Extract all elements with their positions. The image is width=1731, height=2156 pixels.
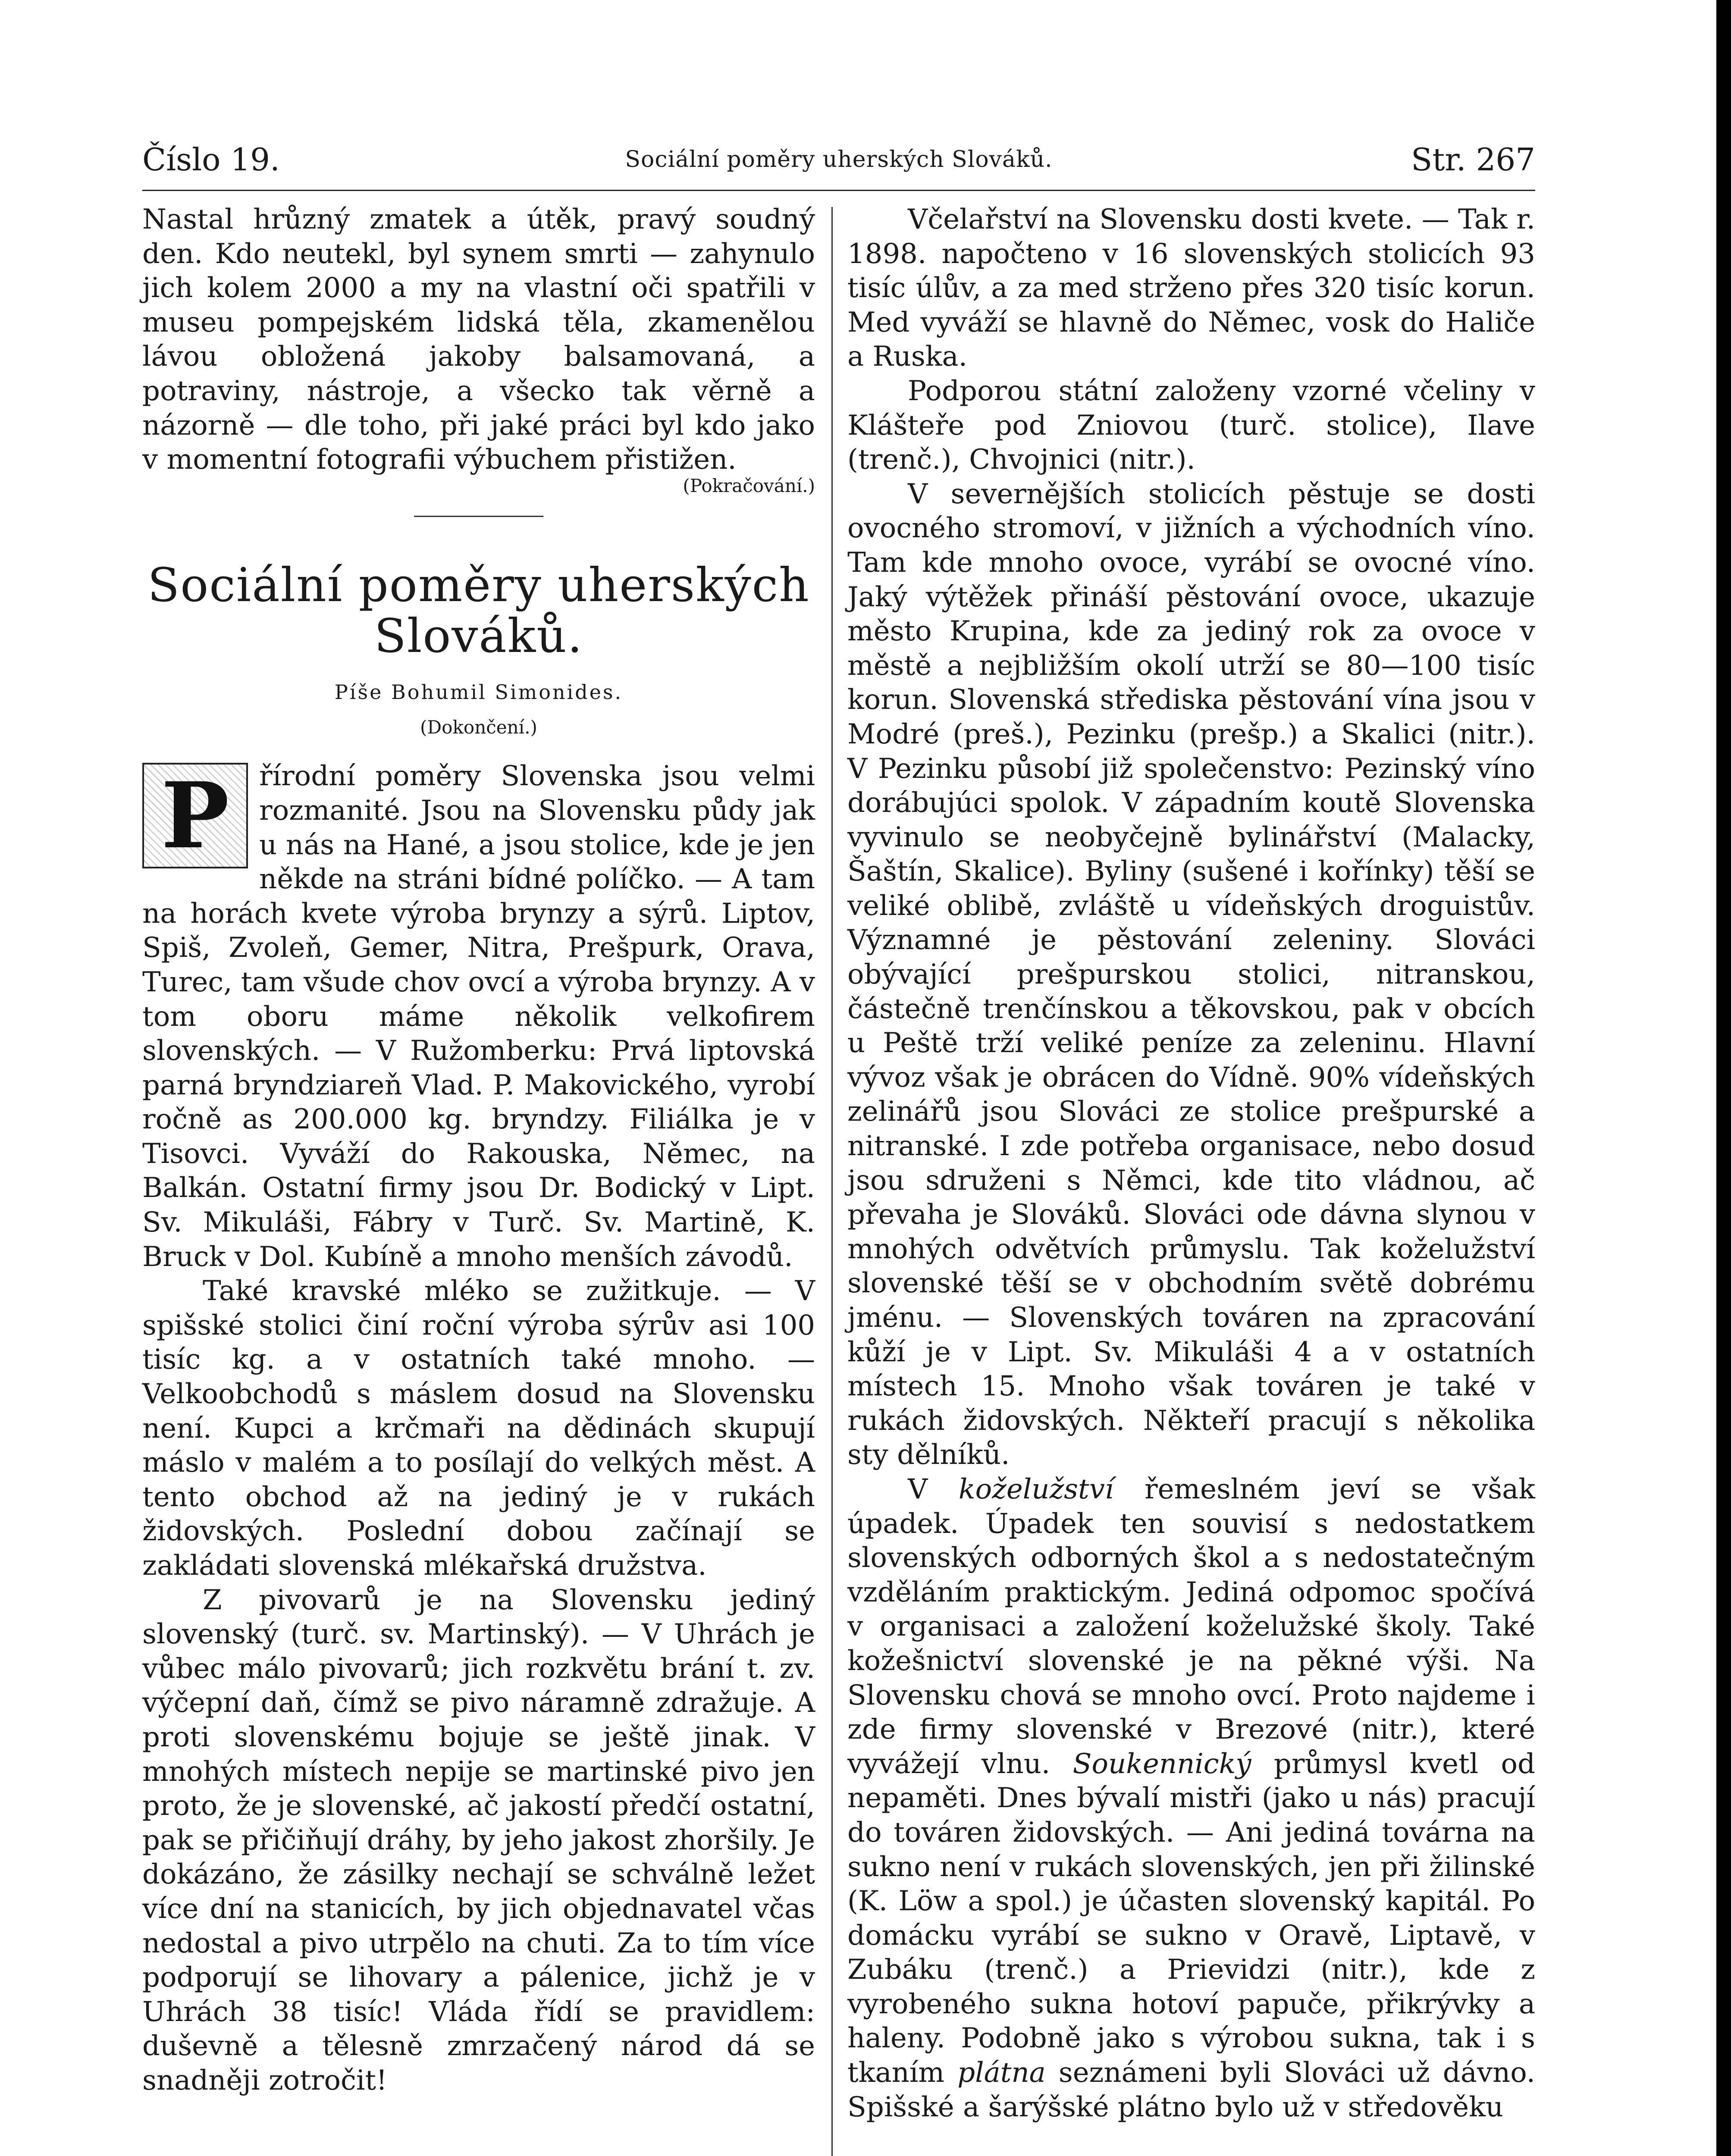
text-run: V — [908, 1473, 959, 1505]
paragraph-fruit-wine: V severnějších stolicích pěstuje se dosti ovocného stromoví, v jižních a východních víno. Tam kde mnoho ovoce, vyrábí se ovocné víno. Jaký výtěžek přináší pěstování ovoce, ukazuje město Krupina, kde za jediný rok za ovoce v městě a nejbližším okolí utrží se 80—100 tisíc korun. Slovenská střediska pěstování vína jsou v Modré (preš.), Pezinku (prešp.) a Skalici (nitr.). V Pezinku působí již společenstvo: Pezinský víno dorábujúci spolok. V západním koutě Slovenska vyvinulo se neobyčejně bylinářství (Malacky, Šaštín, Skalice). Byliny (sušené i kořínky) těší se veliké oblibě, zvláště u vídeňských droguistův. Významné je pěstování zeleniny. Slováci obývající prešpurskou stolici, nitranskou, částečně trenčínskou a těkovskou, pak v obcích u Peště trží veliké peníze za zeleninu. Hlavní vývoz však je obrácen do Vídně. 90% vídeňských zelinářů jsou Slováci ze stolice prešpurské a nitranské. I zde potřeba organisace, nebo dosud jsou sdruženi s Němci, kde tito vládnou, ač převaha je Slováků. Slováci ode dávna slynou v mnohých odvětvích průmyslu. Tak koželužství slovenské těší se v obchodním světě dobrému jménu. — Slovenských továren na zpracování kůží je v Lipt. Sv. Mikuláši 4 a v ostatních místech 15. Mnoho však továren je také v rukách židovských. Někteří pracují s několika sty dělníků. — [847, 478, 1535, 1471]
paragraph-apiaries: Podporou státní založeny vzorné včeliny v Klášteře pod Zniovou (turč. stolice), Ilave (trenč.), Chvojnici (nitr.). — [847, 375, 1535, 476]
intro-paragraph: Nastal hrůzný zmatek a útěk, pravý soudný den. Kdo neutekl, byl synem smrti — zahynulo jich kolem 2000 a my na vlastní oči spatřili v museu pompejském lidská těla, zkamenělou lávou obložená jakoby balsamovaná, a potraviny, nástroje, a všecko tak věrně a názorně — dle toho, při jaké práci byl kdo jako v momentní fotografii výbuchem přistižen. — [142, 204, 815, 476]
right-column — [847, 203, 1535, 2125]
text-run: řemeslném jeví se však úpadek. Úpadek ten souvisí s nedostatkem slovenských odborných škol a s nedostatečným vzděláním praktickým. Jediná odpomoc spočívá v organisaci a založení koželužské školy. Také kožešnictví slovenské je na pěkné výši. Na Slovensku chová se mnoho ovcí. Proto najdeme i zde firmy slovenské v Brezové (nitr.), které vyvážejí vlnu. — [847, 1473, 1536, 1780]
issue-number: Číslo 19. — [142, 141, 280, 178]
text-run: průmysl kvetl od nepaměti. Dnes bývalí mistři (jako u nás) pracují do továren židovských. — Ani jediná továrna na sukno není v rukách slovenských, jen při žilinské (K. Löw a spol.) je účasten slovenský kapitál. Po domácku vyrábí se sukno v Oravě, Liptavě, v Zubáku (trenč.) a Prievidzi (nitr.), kde z vyrobeného sukna hotoví papuče, přikrývky a haleny. Podobně jako s výrobou sukna, tak i s tkaním — [847, 1748, 1536, 2089]
drop-cap: P — [142, 763, 248, 868]
paragraph-text: řírodní poměry Slovenska jsou velmi rozmanité. Jsou na Slovensku půdy jak u nás na Hané, a jsou stolice, kde je jen někde na stráni bídné políčko. — A tam na horách kvete výroba brynzy a sýrů. Liptov, Spiš, Zvoleň, Gemer, Nitra, Prešpurk, Orava, Turec, tam všude chov ovcí a výroba brynzy. A v tom oboru máme několik velkofirem slovenských. — V Ružomberku: Prvá liptovská parná bryndziareň Vlad. P. Makovického, vyrobí ročně as 200.000 kg. bryndzy. Filiálka je v Tisovci. Vyváží do Rakouska, Němec, na Balkán. Ostatní firmy jsou Dr. Bodický v Lipt. Sv. Mikuláši, Fábry v Turč. Sv. Martině, K. Bruck v Dol. Kubíně a mnoho menších závodů. — [142, 760, 815, 1273]
continuation-note: (Pokračování.) — [683, 475, 815, 496]
article-title: Sociální poměry uherských Slováků. — [147, 558, 810, 664]
text-run: seznámeni byli Slováci už dávno. Spišské a šarýšské plátno bylo už v středověku — [847, 2057, 1536, 2123]
emphasis-text: koželužství — [958, 1473, 1114, 1505]
column-divider — [831, 207, 833, 2156]
paragraph-tanning — [847, 1473, 1535, 2125]
paragraph-breweries: Z pivovarů je na Slovensku jediný slovenský (turč. sv. Martinský). — V Uhrách je vůbec málo pivovarů; jich rozkvětu brání t. zv. výčepní daň, čímž se pivo náramně zdražuje. A proti slovenskému bojuje se ještě jinak. V mnohých místech nepije se martinské pivo jen proto, že je slovenské, ač jakostí předčí ostatní, pak se přičiňují dráhy, by jeho jakost zhoršily. Je dokázáno, že zásilky nechají se schválně ležet více dní na stanicích, by jich objednavatel včas nedostal a pivo utrpělo na chuti. Za to tím více podporují se lihovary a pálenice, jichž je v Uhrách 38 tisíc! Vláda řídí se pravidlem: duševně a tělesně zmrzačený národ dá se snadněji zotročit! — [142, 1584, 815, 2096]
page-number: Str. 267 — [1411, 141, 1535, 178]
conclusion-note: (Dokončení.) — [420, 717, 537, 738]
paragraph-milk: Také kravské mléko se zužitkuje. — V spišské stolici činí roční výroba sýrův asi 100 tisíc kg. a v ostatních také mnoho. — Velkoobchodů s máslem dosud na Slovensku není. Kupci a krčmaři na dědinách skupují máslo v malém a to posílají do velkých měst. A tento obchod až na jediný je v rukách židovských. Poslední dobou začínají se zakládati slovenská mlékařská družstva. — [142, 1275, 815, 1582]
author-line: Píše Bohumil Simonides. — [334, 680, 623, 704]
running-title: Sociální poměry uherských Slováků. — [625, 147, 1053, 172]
paragraph-beekeeping: Včelařství na Slovensku dosti kvete. — Tak r. 1898. napočteno v 16 slovenských stolicích 93 tisíc úlův, a za med strženo přes 320 tisíc korun. Med vyváží se hlavně do Němec, vosk do Haliče a Ruska. — [847, 204, 1535, 373]
emphasis-text: Soukennický — [1072, 1748, 1251, 1780]
running-header — [142, 129, 1535, 191]
section-divider — [414, 516, 543, 517]
emphasis-text: plátna — [957, 2057, 1046, 2089]
left-column — [142, 203, 815, 2098]
paragraph-natural-conditions — [142, 759, 815, 1274]
